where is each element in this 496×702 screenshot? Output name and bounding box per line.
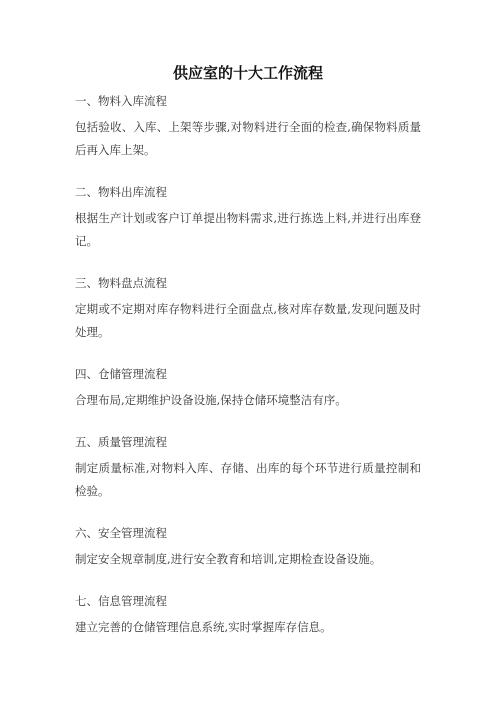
section-6 [75,522,421,571]
section-body: 制定质量标准,对物料入库、存储、出库的每个环节进行质量控制和检验。 [75,461,421,498]
section-5 [75,431,421,503]
section-body: 合理布局,定期维护设备设施,保持仓储环境整洁有序。 [75,393,347,407]
section-heading: 五、质量管理流程 [75,435,167,449]
section-2 [75,181,421,253]
section-body: 包括验收、入库、上架等步骤,对物料进行全面的检查,确保物料质量后再入库上架。 [75,120,421,157]
section-body: 制定安全规章制度,进行安全教育和培训,定期检查设备设施。 [75,552,382,566]
document-title: 供应室的十大工作流程 [172,64,323,82]
section-1 [75,90,421,162]
section-7 [75,590,421,639]
section-body: 建立完善的仓储管理信息系统,实时掌握库存信息。 [75,620,332,634]
section-heading: 二、物料出库流程 [75,185,167,199]
section-heading: 三、物料盘点流程 [75,276,167,290]
section-heading: 七、信息管理流程 [75,594,167,608]
section-heading: 四、仓储管理流程 [75,367,167,381]
section-body: 根据生产计划或客户订单提出物料需求,进行拣选上料,并进行出库登记。 [75,211,421,248]
section-body: 定期或不定期对库存物料进行全面盘点,核对库存数量,发现问题及时处理。 [75,302,421,339]
section-heading: 六、安全管理流程 [75,526,167,540]
section-4 [75,363,421,412]
section-heading: 一、物料入库流程 [75,94,167,108]
section-3 [75,272,421,344]
